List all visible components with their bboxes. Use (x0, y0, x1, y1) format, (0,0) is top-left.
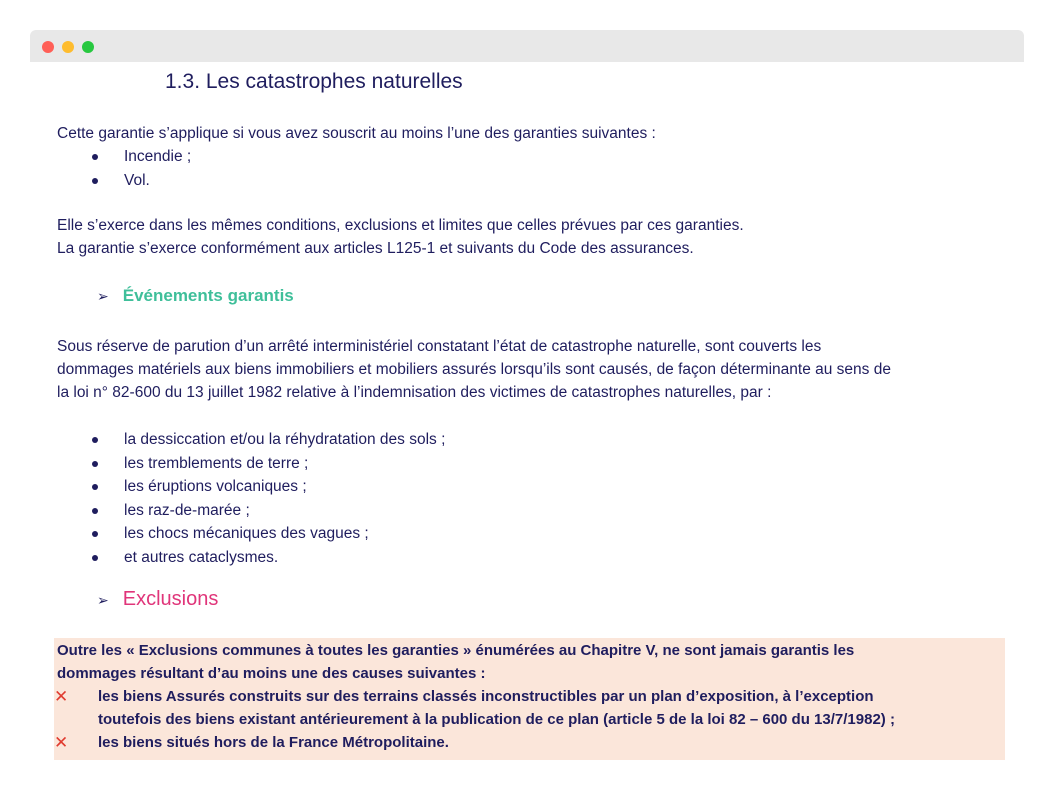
evenements-heading-label: Événements garantis (122, 286, 294, 305)
exclusions-heading (97, 588, 218, 611)
intro-text: Cette garantie s’applique si vous avez souscrit au moins l’une des garanties suivantes : (57, 125, 656, 142)
evenements-line-3: la loi n° 82-600 du 13 juillet 1982 relative à l’indemnisation des victimes de catastrophes naturelles, par : (57, 384, 772, 401)
evenements-heading (97, 286, 294, 306)
evenements-line-2: dommages matériels aux biens immobiliers et mobiliers assurés lorsqu’ils sont causés, de façon déterminante au sens de (57, 361, 891, 378)
exclusion-item-text: les biens Assurés construits sur des terrains classés inconstructibles par un plan d’exposition, à l’exception (98, 688, 874, 705)
arrow-bullet-icon: ➢ (97, 288, 109, 304)
exclusions-line-2: dommages résultant d’au moins une des causes suivantes : (57, 665, 486, 682)
list-item: les raz-de-marée ; (57, 499, 445, 523)
list-item: la dessiccation et/ou la réhydratation des sols ; (57, 428, 445, 452)
arrow-bullet-icon: ➢ (97, 592, 109, 608)
exclusion-item-text: les biens situés hors de la France Métropolitaine. (98, 734, 449, 751)
evenements-list (57, 428, 445, 569)
cross-icon: ✕ (54, 733, 69, 752)
list-item: les éruptions volcaniques ; (57, 475, 445, 499)
intro-list (57, 145, 191, 192)
exclusions-box (54, 638, 1005, 760)
cross-icon: ✕ (54, 687, 69, 706)
minimize-window-button[interactable] (62, 41, 74, 53)
section-title: 1.3. Les catastrophes naturelles (165, 70, 463, 93)
maximize-window-button[interactable] (82, 41, 94, 53)
conditions-line-2: La garantie s’exerce conformément aux articles L125-1 et suivants du Code des assurances. (57, 240, 694, 257)
window-title-bar (30, 30, 1024, 62)
evenements-line-1: Sous réserve de parution d’un arrêté interministériel constatant l’état de catastrophe naturelle, sont couverts les (57, 338, 822, 355)
list-item: et autres cataclysmes. (57, 546, 445, 570)
exclusions-heading-label: Exclusions (122, 588, 219, 610)
exclusions-line-1: Outre les « Exclusions communes à toutes les garanties » énumérées au Chapitre V, ne sont jamais garantis les (57, 642, 855, 659)
list-item: Incendie ; (57, 145, 191, 169)
list-item: les tremblements de terre ; (57, 452, 445, 476)
exclusion-item-text: toutefois des biens existant antérieurement à la publication de ce plan (article 5 de la loi 82 – 600 du 13/7/1982) ; (98, 711, 895, 728)
list-item: les chocs mécaniques des vagues ; (57, 522, 445, 546)
list-item: Vol. (57, 169, 191, 193)
close-window-button[interactable] (42, 41, 54, 53)
conditions-line-1: Elle s’exerce dans les mêmes conditions, exclusions et limites que celles prévues par ces garanties. (57, 217, 744, 234)
